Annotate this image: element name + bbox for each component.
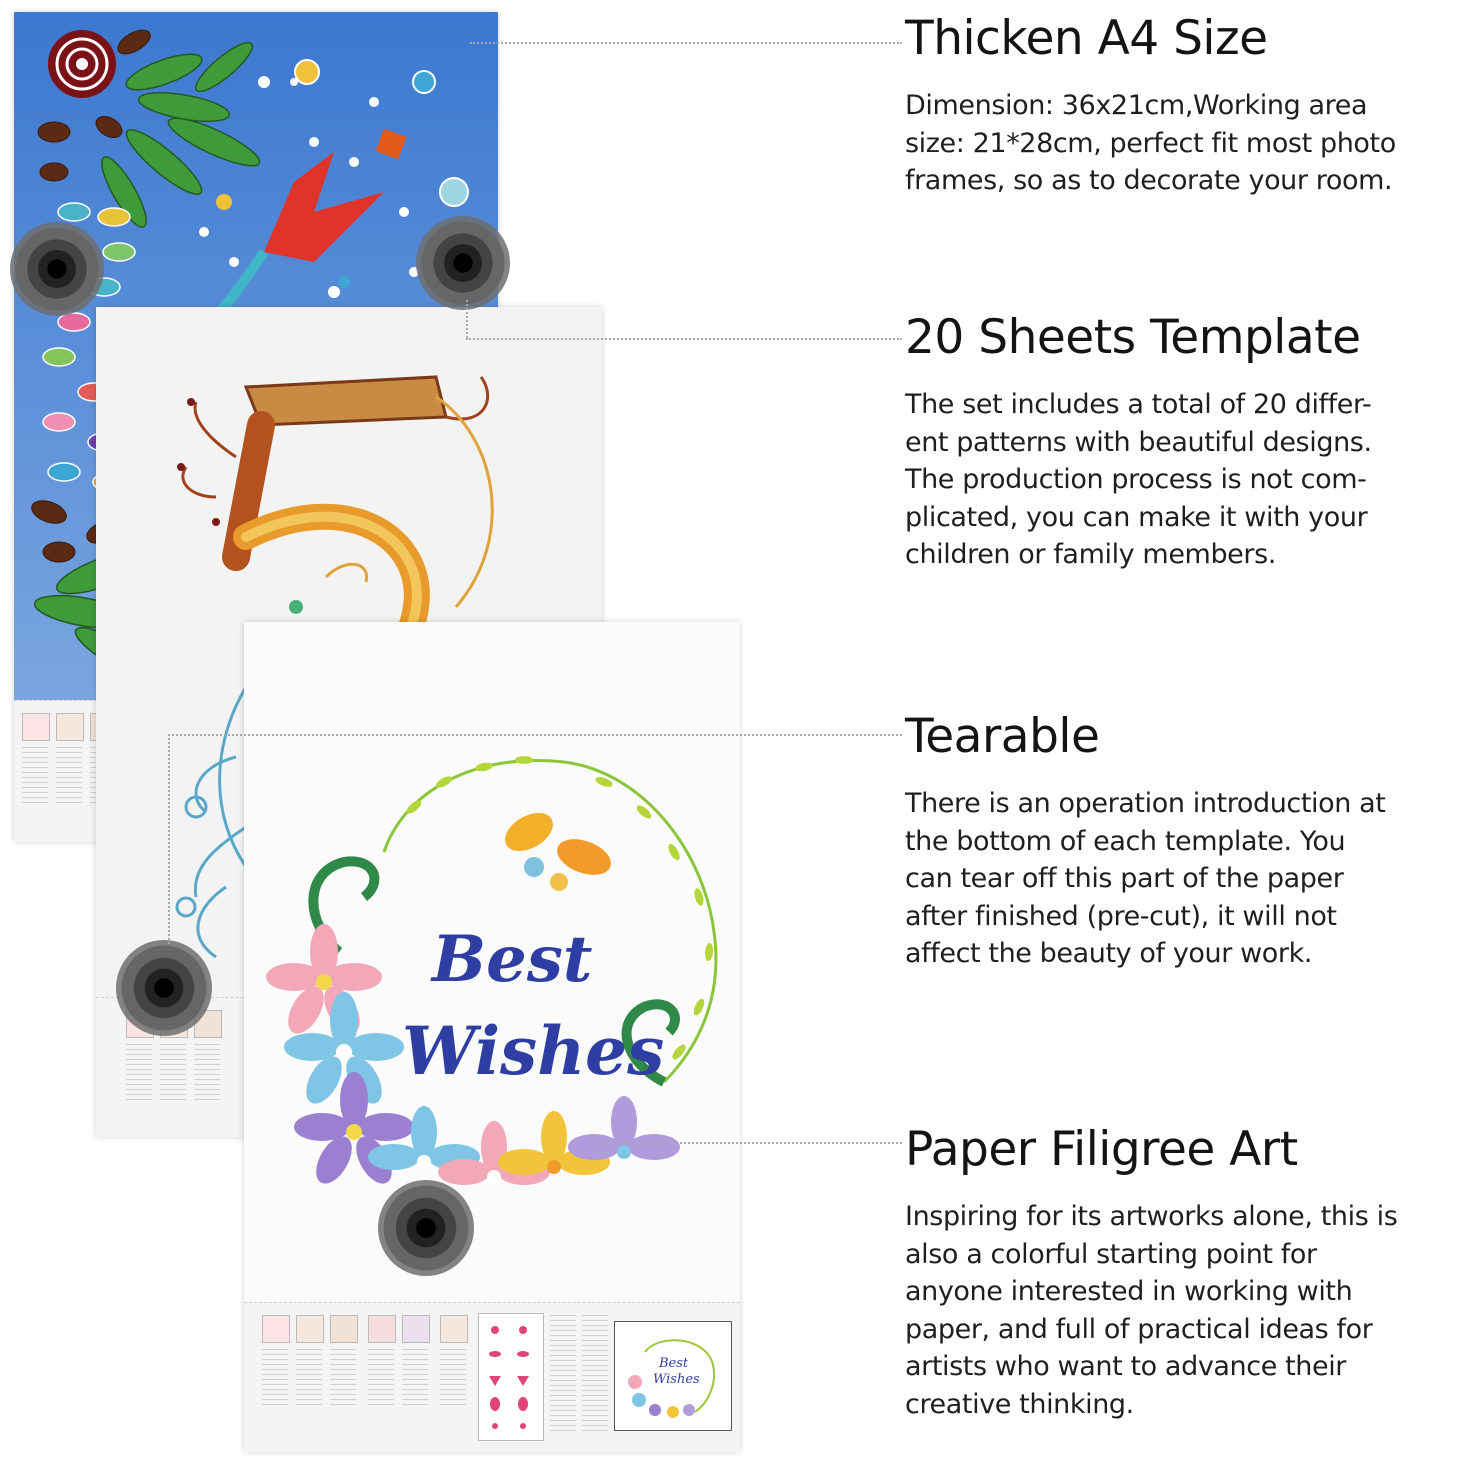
leader-line xyxy=(470,42,902,44)
instruction-text xyxy=(368,1349,394,1409)
instruction-text xyxy=(440,1349,466,1409)
binder-hole xyxy=(378,1180,474,1276)
binder-hole xyxy=(416,216,510,310)
step-thumbnail xyxy=(368,1315,396,1343)
feature-title: Thicken A4 Size xyxy=(905,11,1268,66)
instruction-text xyxy=(194,1044,220,1104)
leader-line xyxy=(168,734,902,736)
instruction-text xyxy=(296,1349,322,1409)
feature-description: Inspiring for its artworks alone, this is also a colorful starting point for anyone interested in working with paper, and full of practical ideas for artists who want to advance their creative thinking. xyxy=(905,1201,1398,1420)
greeting-line-1: Best xyxy=(432,922,593,997)
instruction-text xyxy=(160,1044,186,1104)
shape-reference-grid xyxy=(478,1313,544,1441)
feature-description: There is an operation introduction at the bottom of each template. You can tear off this part of the paper after finished (pre-cut), it will not affect the beauty of your work. xyxy=(905,788,1386,970)
mini-greeting-line-1: Best xyxy=(659,1356,689,1371)
mini-wreath xyxy=(615,1322,731,1430)
step-thumbnail xyxy=(22,713,50,741)
feature-description: Dimension: 36x21cm,Working area size: 21*28cm, perfect fit most photo frames, so as to decorate your room. xyxy=(905,90,1396,197)
feature-20-sheets xyxy=(905,312,1461,574)
feature-description: The set includes a total of 20 differ- ent patterns with beautiful designs. The production process is not com- plicated, you can make it with your children or family members. xyxy=(905,389,1372,571)
instruction-text xyxy=(582,1315,608,1435)
feature-tearable xyxy=(905,711,1461,973)
mini-preview xyxy=(614,1321,732,1431)
feature-thicken-a4 xyxy=(905,13,1461,200)
step-thumbnail xyxy=(330,1315,358,1343)
step-thumbnail xyxy=(402,1315,430,1343)
feature-title: Paper Filigree Art xyxy=(905,1122,1298,1177)
step-thumbnail xyxy=(262,1315,290,1343)
instruction-text xyxy=(126,1044,152,1104)
leader-line xyxy=(466,338,902,340)
step-thumbnail xyxy=(440,1315,468,1343)
step-thumbnail xyxy=(56,713,84,741)
feature-title: 20 Sheets Template xyxy=(905,310,1361,365)
instruction-text xyxy=(330,1349,356,1409)
binder-hole xyxy=(10,222,104,316)
leader-line xyxy=(168,734,170,944)
instruction-text xyxy=(56,747,82,807)
instruction-text xyxy=(550,1315,576,1435)
instruction-text xyxy=(402,1349,428,1409)
template-card-best-wishes xyxy=(244,622,740,1452)
feature-title: Tearable xyxy=(905,709,1100,764)
instruction-strip xyxy=(244,1302,740,1452)
feature-paper-filigree xyxy=(905,1124,1461,1424)
instruction-text xyxy=(22,747,48,807)
leader-line xyxy=(600,1142,902,1144)
mini-greeting-line-2: Wishes xyxy=(653,1372,700,1387)
leader-line xyxy=(466,300,468,338)
binder-hole xyxy=(116,940,212,1036)
step-thumbnail xyxy=(296,1315,324,1343)
instruction-text xyxy=(262,1349,288,1409)
greeting-line-2: Wishes xyxy=(402,1012,665,1090)
